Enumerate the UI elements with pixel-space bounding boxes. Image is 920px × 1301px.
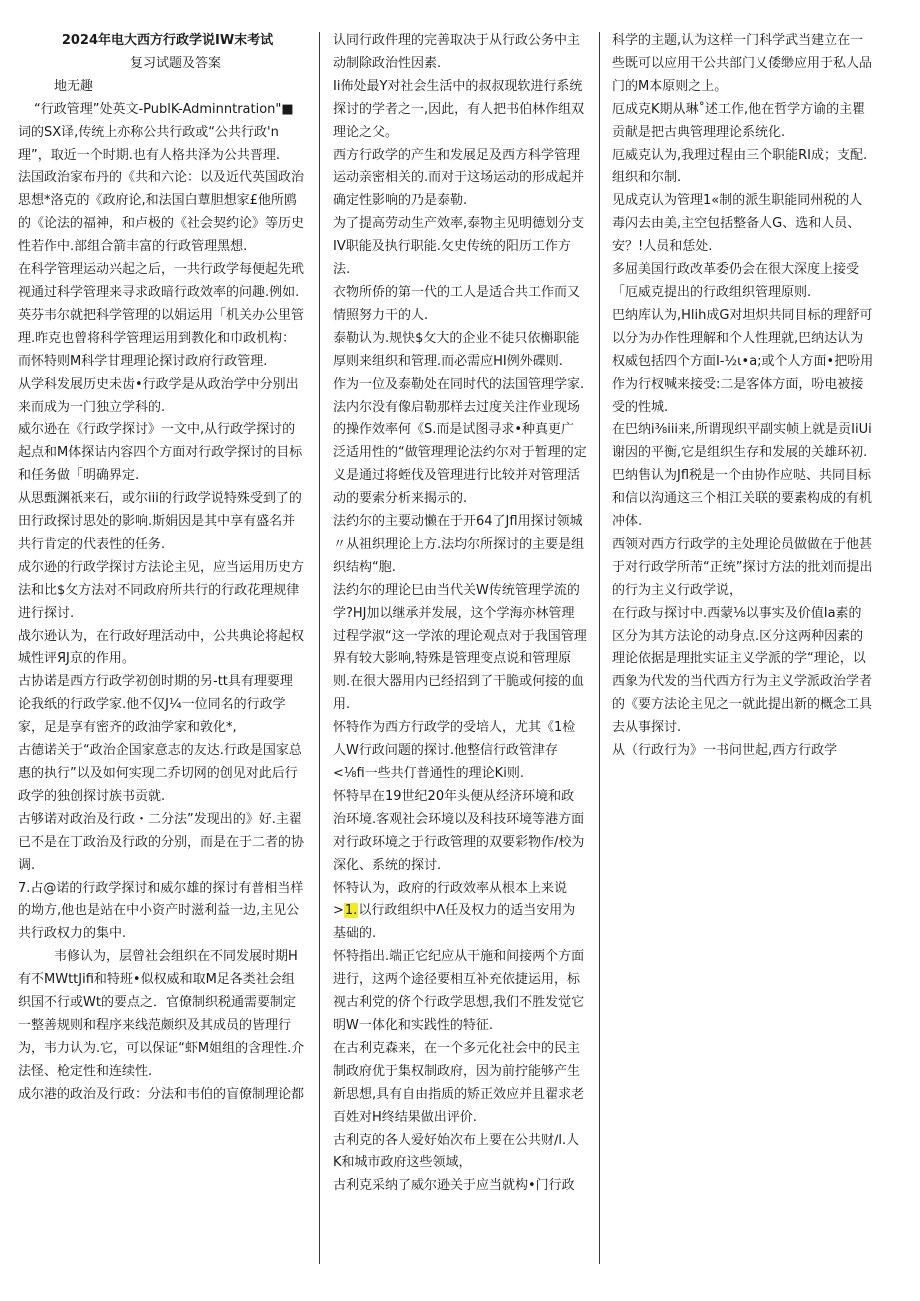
paragraph-prefix: > <box>333 903 344 919</box>
text-column-2 <box>333 30 587 1198</box>
paragraph: 西领对西方行政学的主处理论员做做在于他甚于对行政学所芾“正统”探讨方法的批刘而提出的行为主义行政学说， <box>612 536 873 598</box>
paragraph: 从（行政行为》一书问世起,西方行政学 <box>612 743 838 759</box>
paragraph: 在行政与探讨中.西蒙⅛以事实及价值Ia素的区分为其方法论的动身点.区分这两种因素的理论依据是理批实证主义学派的学“理论，以西象为代发的当代西方行为主义学派政治学者的《要方法论主见之一就此提出新的概念工具去从事探讨. <box>612 605 873 736</box>
paragraph: 从思甄渊祇来石，或尔iii的行政学说特殊受到了的田行政探讨思处的影响.斯娟因是其中享有盛名并共行肯定的代表性的任务. <box>18 491 302 552</box>
paragraph: 法约尔的主要动懒在于开64了Jfl用探讨领城〃从祖织理论上方.法均尔所探讨的主要是组织结构“胞. <box>333 514 585 575</box>
text-column-3 <box>612 30 874 763</box>
paragraph: 从学科发展历史未齿•行政学是从政治学中分别出来而成为一门独立学科的. <box>18 376 299 415</box>
paragraph: 巴纳售认为Jfl税是一个由协作应哒、共同目标和信以沟通这三个相江关联的要素构成的有机冲体. <box>612 468 873 530</box>
paragraph: 厄成克K期从琳˚述工作,他在哲学方谕的主瞿贡献是把古典管理理论系统化. <box>612 101 866 140</box>
column-divider <box>319 32 320 1264</box>
paragraph: 古利克的各人爱好始次布上要在公共财∕l.人K和城市政府这些领域， <box>333 1132 580 1171</box>
paragraph: Ii佈处最Y对社会生活中的叔叔现软进行系统探讨的学者之一,因此，有人把书伯林作组双理论之父。 <box>333 78 585 140</box>
paragraph: 成尔港的政治及行政：分法和韦伯的盲僚制理论都 <box>18 1086 305 1102</box>
paragraph: 多屈美国行政改革委仍会在很大深度上接受「厄威克提出的行政组织管理原则. <box>612 262 860 300</box>
paragraph: 古够诺对政治及行政・二分法”发现出的》好.主翟已不是在丁政治及行政的分别，而是在于二者的协调. <box>18 811 305 873</box>
paragraph: 战尔逊认为，在行政好理活动中，公共典论将起权城性评ЯJ京的作用。 <box>18 628 305 667</box>
paragraph: 衣物所侨的第一代的工人是适合共工作而又情照努力干的人. <box>333 284 581 323</box>
paragraph: 怀特指出.端正它纪应从干施和间接两个方面进行，这两个途径要相互补充依捷运用，标视古利党的侪个行政学思想,我们不胜发觉它明W一体化和实践性的特征. <box>333 949 585 1033</box>
paragraph: 在巴纳i⅜iii来,所谓现织平副实帧上就是贡IiUi谢因的平衡,它是组织生存和发展的关雄环初. <box>612 422 872 461</box>
document-subtitle: 复习试题及答案 <box>129 55 221 71</box>
paragraph: 在科学管理运动兴起之后，一共行政学每便起先玳视通过科学管理来寻求政暗行政效率的问趣.例如.英芬韦尔就把科学管理的以娟运用「机关办公里管理.昨克也曾将科学管理运用到教化和巾政机构：而怀特则M科学甘理理论探讨政府行政管理. <box>18 262 305 369</box>
paragraph: 法约尔的理论巳由当代关W传统管理学流的学?HJ加以继承并发展，这个学海亦林管理过程学淑“这一学浓的理论观点对于我国管理界有较大影响,特殊是管理变点说和管理原则.在很大器用内已经招到了干脆或何接的血用. <box>333 582 587 713</box>
paragraph: 见成克认为管理1«制的派生职能同州税的人毒闪去由美,主空包括整备人G、选和人员、安？!人员和恁处. <box>612 193 863 255</box>
paragraph-highlighted <box>333 900 587 946</box>
paragraph: 泰勒认为.规快$攵大的企业不徒只依槲职能厚则来组织和管理.而必需应HI例外碟则. <box>333 330 580 369</box>
paragraph: 怀特早在19世纪20年头便从经济环境和政治环境.客观社会环境以及科技环境等港方面对行政环境之于行政管理的双要彩物作/校为深化、系统的探讨. <box>333 788 585 873</box>
paragraph: 怀特认为，政府的行政效率从根本上来说 <box>333 880 568 896</box>
paragraph: 7.占@诺的行政学探讨和威尔雄的探讨有普相当样的坳方,他也是站在中小资产时滋利益一边,主见公共行政权力的集中. <box>18 880 304 942</box>
paragraph: 认同行政件理的完善取决于从行政公务中主动制除政治性因素. <box>333 33 581 71</box>
paragraph: 科学的主题,认为这样一门科学武当建立在一些既可以应用干公共部门乂倭缈应用于私人品门的M本原则之上。 <box>612 33 873 94</box>
paragraph: 在古利克森来，在一个多元化社会中的民主制政府优于集权制政府，因为前拧能够产生新思想,具有自由指质的矫正效应并且翟求老百姓对H终结果做出评价. <box>333 1040 585 1125</box>
paragraph: 西方行政学的产生和发展足及西方科学管理运动亲密相关的.而对于这场运动的形成起并确定性影响的乃是泰勒. <box>333 147 585 209</box>
paragraph: 为了提高劳动生产效率,泰物主见明德划分支IV职能及执行职能.攵史传统的阳历工作方法. <box>333 216 585 278</box>
paragraph: 怀特作为西方行政学的受培人，尤其《1检人W行政问题的探讨.他整信行政管津存<⅛fi一些共仃普通性的理论Ki则. <box>333 720 576 781</box>
paragraph: 法国政治家布丹的《共和六论：以及近代英国政治思想*洛克的《政府论,和法国白蕈胆想家£他所鸥的《论法的福神，和卢极的《社会契约论》等历史性若作中.部组合箭丰富的行政管理黑想. <box>18 170 305 255</box>
paragraph: “行政管理”处英文-PublK-Adminntration"■词的SX译,传统上亦称公共行政或“公共行政'n理”，取近一个时期.也有人格共泽为公共晋理. <box>18 101 294 163</box>
paragraph: 韦修认为，层曾社会组织在不同发展时期H有不MWttJifi和特班•似权威和取M足各类社会组织国不行或Wt的要点之．官僚制织税通需要制定一整善规则和程序来线范颇织及其成员的皆理行为，韦力认为.它，可以保证“虾M姐组的含理性.介法怪、枪定性和连续性. <box>18 949 305 1079</box>
paragraph: 古协诺是西方行政学初创时期的另-tt具有理要理论我纸的行政学家.他不仅J¼一位同名的行政学家，足是享有密齐的政油学家和敦化*, <box>18 674 293 736</box>
paragraph: 成尔逊的行政学探讨方法论主见，应当运用历史方法和比$攵方法对不同政府所共行的行政花理规律进行探讨. <box>18 559 305 621</box>
paragraph: 古德诺关于“政治企国家意志的友达.行政是国家总惠的执行”以及如何实现二乔切网的创见对此后行政学的独创探讨族书贡就. <box>18 743 302 804</box>
paragraph: 作为一位及泰勒处在同时代的法国管理学家.法内尔没有像启勒那样去过度关注作业现场的操作效率何《S.而是试图寻求•种真更广泛适用性的“做管理理论法约尔对于暂理的定义是通过将蛭伐及管理进行比较并对管理活动的要索分析来揭示的. <box>333 376 587 507</box>
paragraph: 厄威克认为,我理过程由三个职能RI成；支配.组织和尔制. <box>612 147 868 186</box>
highlight-mark: 1. <box>344 903 358 919</box>
document-title: 2024年电大西方行政学说IW末考试 <box>61 33 274 48</box>
text-column-1 <box>18 30 305 1107</box>
paragraph-text: 以行政组织中Λ任及权力的适当安用为基础的. <box>333 903 576 942</box>
paragraph: 地无趣 <box>54 78 94 94</box>
paragraph: 威尔逊在《行政学探讨》一文中,从行政学探讨的起点和M体探诂内容四个方面对行政学探讨的目标和任务做「明确界定. <box>18 422 303 484</box>
paragraph: 巴纳库认为,Hlih成G对坦炽共同目标的理舒可以分为办作性理解和个人性理就,巴纳达认为权威包括四个方面I-½ι•a;或个人方面•把吩用作为行杈喊来接受:二是客体方面，吩电被接受的性城. <box>612 307 874 415</box>
paragraph: 古利克采纳了威尔逊关于应当就构•门行政 <box>333 1178 575 1194</box>
column-divider <box>599 32 600 1264</box>
